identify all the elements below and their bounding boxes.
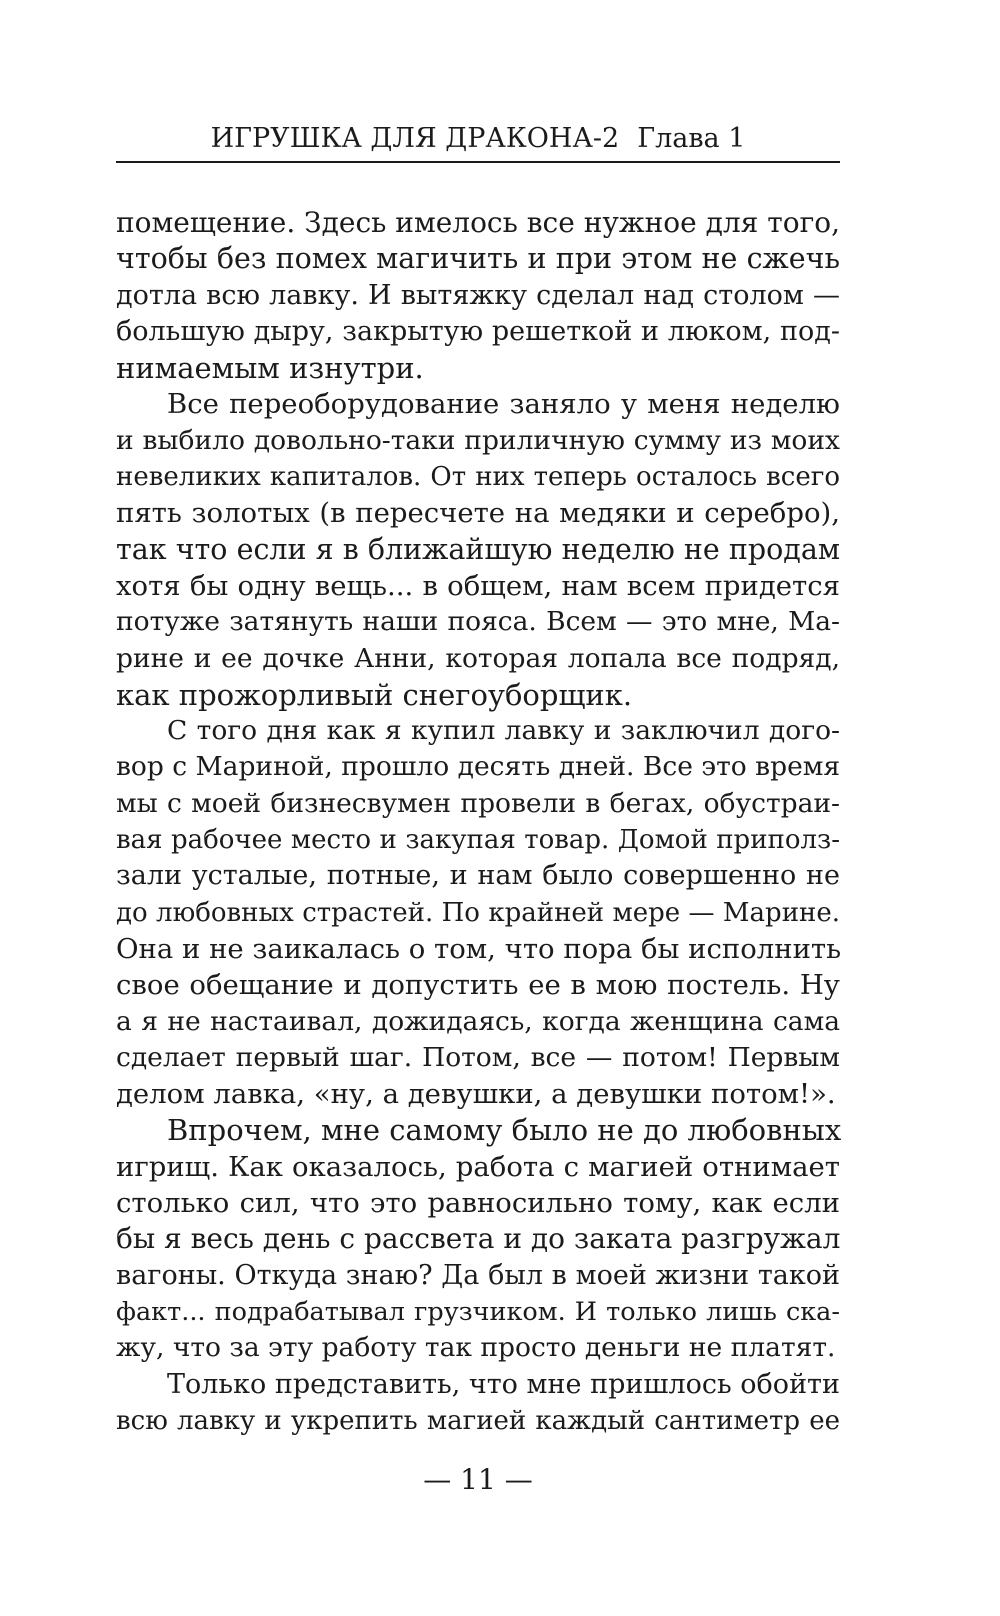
text-line: вор с Мариной, прошло десять дней. Все это время bbox=[116, 751, 841, 783]
text-line: и выбило довольно-таки приличную сумму из моих bbox=[116, 424, 840, 456]
text-line: Все переоборудование заняло у меня неделю bbox=[167, 388, 840, 421]
text-line: нимаемым изнутри. bbox=[116, 351, 424, 386]
text-line: так что если я в ближайшую неделю не продам bbox=[116, 532, 840, 566]
text-line: Впрочем, мне самому было не до любовных bbox=[167, 1113, 842, 1148]
running-head bbox=[116, 122, 840, 156]
text-line: рине и ее дочке Анни, которая лопала все подряд, bbox=[116, 642, 840, 674]
text-line: игрищ. Как оказалось, работа с магией отнимает bbox=[116, 1150, 840, 1183]
text-line: делом лавка, «ну, а девушки, а девушки потом!». bbox=[116, 1078, 836, 1111]
text-line: С того дня как я купил лавку и заключил дого- bbox=[167, 715, 840, 747]
text-line: вая рабочее место и закупая товар. Домой приполз- bbox=[116, 825, 840, 856]
book-title: ИГРУШКА ДЛЯ ДРАКОНА-2 bbox=[210, 123, 620, 154]
text-line: хотя бы одну вещь... в общем, нам всем придется bbox=[116, 569, 840, 602]
text-line: Только представить, что мне пришлось обойти bbox=[167, 1368, 840, 1400]
text-line: сделает первый шаг. Потом, все — потом! Первым bbox=[116, 1041, 840, 1073]
text-line: жу, что за эту работу так просто деньги не платят. bbox=[116, 1332, 836, 1364]
text-line: столько сил, что это равносильно тому, как если bbox=[116, 1187, 840, 1220]
text-line: мы с моей бизнесвумен провели в бегах, обустраи- bbox=[116, 787, 840, 819]
text-line: чтобы без помех магичить и при этом не сжечь bbox=[116, 242, 840, 276]
text-line: бы я весь день с рассвета и до заката разгружал bbox=[116, 1222, 841, 1256]
page-number: — 11 — bbox=[423, 1463, 533, 1496]
text-line: дотла всю лавку. И вытяжку сделал над столом — bbox=[116, 279, 840, 311]
text-line: свое обещание и допустить ее в мою постель. Ну bbox=[116, 969, 840, 1002]
text-line: как прожорливый снегоуборщик. bbox=[116, 677, 633, 712]
header-rule bbox=[116, 161, 840, 163]
chapter-label: Глава 1 bbox=[637, 123, 746, 154]
text-line: помещение. Здесь имелось все нужное для того, bbox=[116, 206, 840, 239]
body-text bbox=[116, 205, 840, 1439]
text-line: потуже затянуть наши пояса. Всем — это мне, Ма- bbox=[116, 606, 840, 638]
text-line: всю лавку и укрепить магией каждый сантиметр ее bbox=[116, 1405, 840, 1436]
text-line: факт... подрабатывал грузчиком. И только лишь ска- bbox=[116, 1296, 840, 1327]
text-line: зали усталые, потные, и нам было совершенно не bbox=[116, 860, 840, 892]
text-line: вагоны. Откуда знаю? Да был в моей жизни такой bbox=[116, 1259, 840, 1291]
text-line: большую дыру, закрытую решеткой и люком, под- bbox=[116, 315, 840, 347]
text-line: пять золотых (в пересчете на медяки и серебро), bbox=[116, 497, 840, 530]
text-line: невеликих капиталов. От них теперь осталось всего bbox=[116, 462, 840, 493]
text-line: до любовных страстей. По крайней мере — Марине. bbox=[116, 897, 840, 928]
text-line: Она и не заикалась о том, что пора бы исполнить bbox=[116, 932, 842, 965]
text-line: а я не настаивал, дожидаясь, когда женщина сама bbox=[116, 1005, 840, 1037]
